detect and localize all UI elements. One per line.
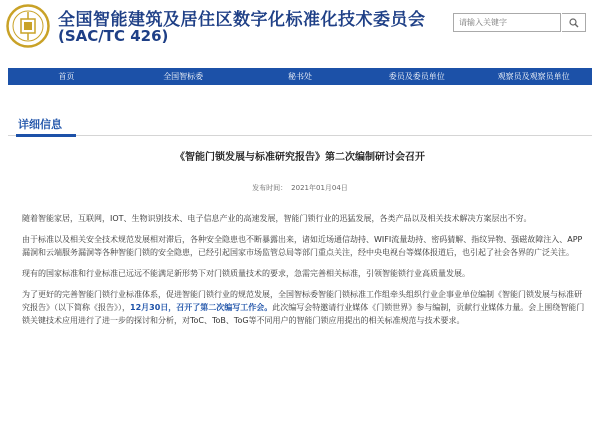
article-date	[0, 183, 600, 193]
nav-item-observers[interactable]: 观察员及观察员单位	[497, 72, 570, 81]
section-title: 详细信息	[18, 118, 62, 131]
paragraph-text: 此次编写会特邀请行业媒体《门锁世界》参与编制，贡献行业媒体力量。会上围绕智能门锁关键技术应用进行了进一步的探讨和分析，对ToC、ToB、ToG等不同用户的智能门锁应用提出的相关标准规范与技术要求。	[22, 303, 585, 325]
site-title: 全国智能建筑及居住区数字化标准化技术委员会	[58, 10, 426, 30]
paragraph: 现有的国家标准和行业标准已远远不能满足新形势下对门锁质量技术的要求，急需完善相关标准，引领智能锁行业高质量发展。	[22, 269, 470, 278]
site-subtitle: (SAC/TC 426)	[58, 27, 169, 45]
main-nav	[8, 68, 592, 85]
nav-item-home[interactable]: 首页	[58, 72, 75, 81]
search-button[interactable]	[562, 13, 586, 32]
nav-item-members[interactable]: 委员及委员单位	[388, 72, 445, 81]
date-value: 2021年01月04日	[291, 184, 348, 192]
search-input[interactable]	[453, 13, 561, 32]
sac-logo-icon[interactable]	[6, 4, 50, 48]
paragraph: 随着智能家居，互联网，IOT、生物识别技术、电子信息产业的高速发展，智能门锁行业的迅猛发展，各类产品以及相关技术解决方案层出不穷。	[22, 214, 532, 223]
nav-item-secretariat[interactable]: 秘书处	[287, 72, 312, 81]
section-header	[8, 112, 592, 136]
paragraph-text: 为了更好的完善智能门锁行业标准体系，促进智能门锁行业的规范发展，全国智标委智能门锁标准工作组牵头组织行业企事业单位编制《智能门锁发展与标准研究报告》（以下简称《报告》），	[22, 290, 582, 312]
date-label: 发布时间：	[252, 184, 288, 192]
site-header	[0, 0, 600, 66]
section-underline	[16, 134, 76, 137]
paragraph: 由于标准以及相关安全技术规范发展相对滞后，各种安全隐患也不断暴露出来，诸如近场通信劫持、WIFI流量劫持、密码猜解、指纹异物、强磁故障注入、APP漏洞和云端服务漏洞等各种智能门锁的安全隐患，已经引起国家市场监管总局等部门重点关注，经中央电视台等媒体报道后，也引起了社会各界的广泛关注。	[22, 235, 583, 257]
paragraph	[22, 288, 586, 327]
nav-item-committee[interactable]: 全国智标委	[163, 72, 204, 81]
article-content	[22, 212, 586, 335]
search-icon	[569, 18, 579, 28]
article-title: 《智能门锁发展与标准研究报告》第二次编制研讨会召开	[175, 152, 425, 163]
highlight-text: 12月30日，召开了第二次编写工作会。	[130, 303, 273, 312]
